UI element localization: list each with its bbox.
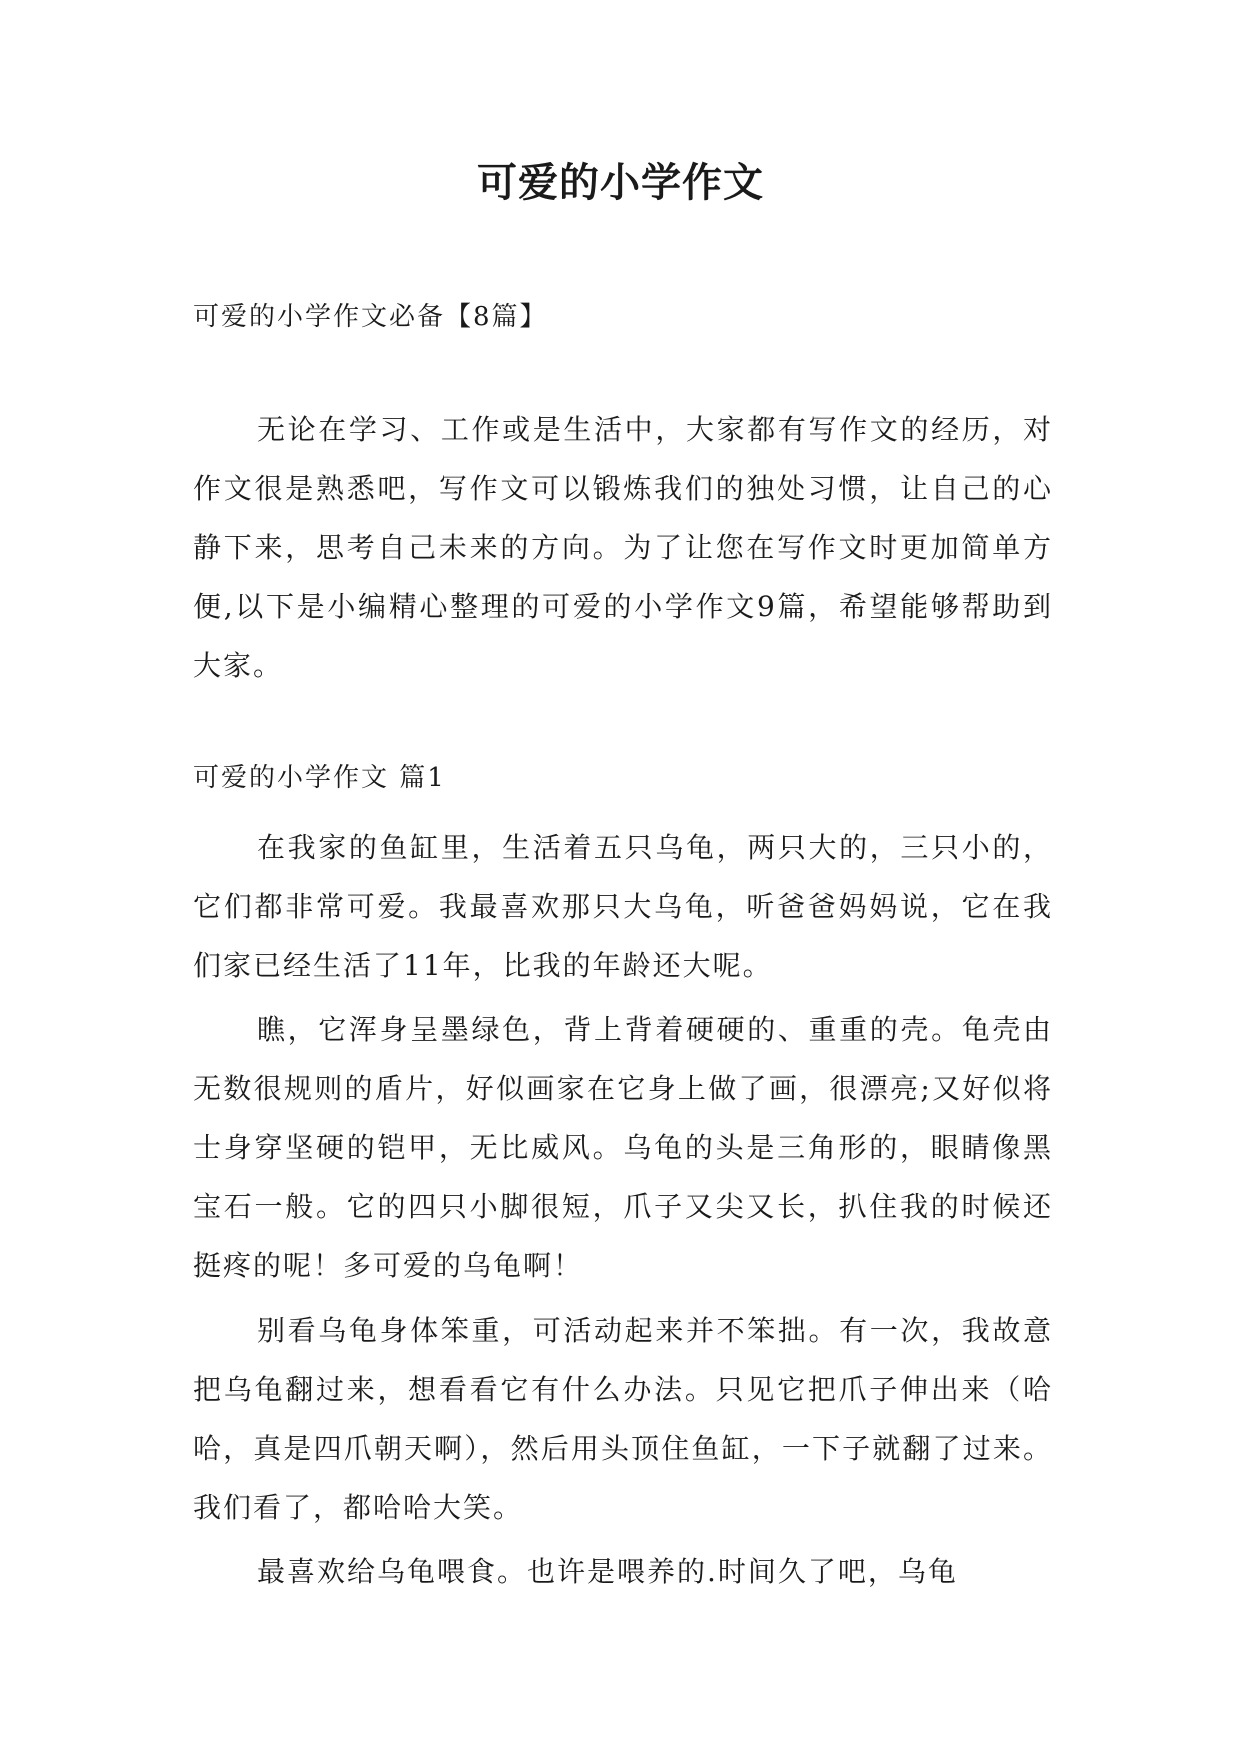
intro-paragraph: 无论在学习、工作或是生活中，大家都有写作文的经历，对作文很是熟悉吧，写作文可以锻炼我们的独处习惯，让自己的心静下来，思考自己未来的方向。为了让您在写作文时更加简单方便,以下是小编精心整理的可爱的小学作文9篇，希望能够帮助到大家。 <box>193 413 1053 682</box>
section-heading: 可爱的小学作文 篇1 <box>193 763 446 793</box>
body-paragraph: 瞧，它浑身呈墨绿色，背上背着硬硬的、重重的壳。龟壳由无数很规则的盾片，好似画家在它身上做了画，很漂亮;又好似将士身穿坚硬的铠甲，无比威风。乌龟的头是三角形的，眼睛像黑宝石一般。它的四只小脚很短，爪子又尖又长，扒住我的时候还挺疼的呢！多可爱的乌龟啊！ <box>193 1013 1053 1282</box>
body-paragraph: 最喜欢给乌龟喂食。也许是喂养的.时间久了吧，乌龟 <box>257 1555 958 1588</box>
body-paragraph: 别看乌龟身体笨重，可活动起来并不笨拙。有一次，我故意把乌龟翻过来，想看看它有什么办法。只见它把爪子伸出来（哈哈，真是四爪朝天啊），然后用头顶住鱼缸，一下子就翻了过来。我们看了，都哈哈大笑。 <box>193 1314 1053 1524</box>
document-subtitle: 可爱的小学作文必备【8篇】 <box>193 302 548 332</box>
document-title: 可爱的小学作文 <box>477 160 764 206</box>
body-paragraph: 在我家的鱼缸里，生活着五只乌龟，两只大的，三只小的，它们都非常可爱。我最喜欢那只大乌龟，听爸爸妈妈说，它在我们家已经生活了11年，比我的年龄还大呢。 <box>193 831 1053 982</box>
